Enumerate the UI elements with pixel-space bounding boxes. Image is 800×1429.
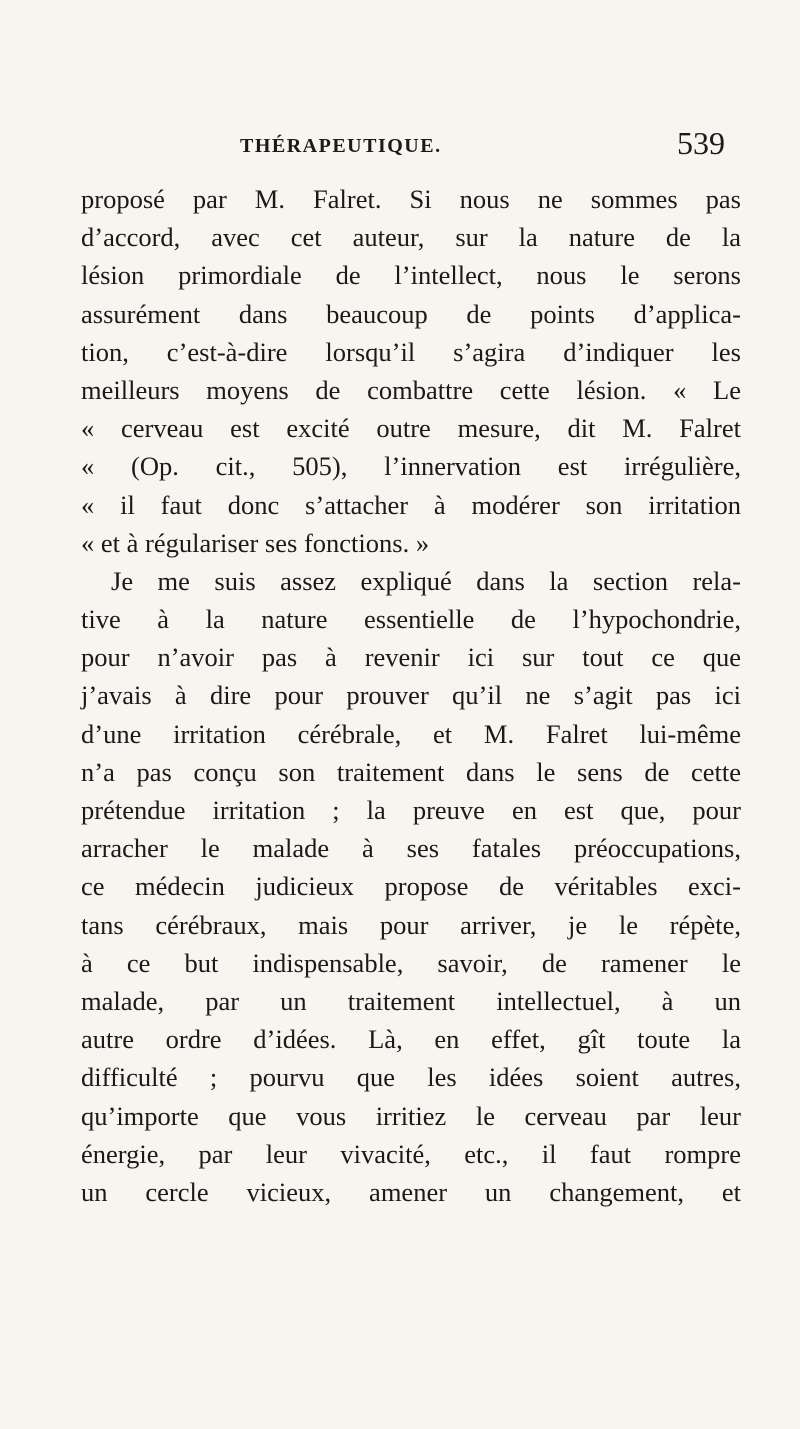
page-header	[0, 125, 800, 173]
text-line: meilleurs moyens de combattre cette lésion. « Le	[81, 374, 741, 405]
text-line: à ce but indispensable, savoir, de ramener le	[81, 947, 741, 978]
text-line: arracher le malade à ses fatales préoccupations,	[81, 833, 741, 864]
text-line: Je me suis assez expliqué dans la section rela-	[111, 565, 741, 596]
text-line: tion, c’est-à-dire lorsqu’il s’agira d’indiquer les	[81, 336, 741, 367]
text-line: « il faut donc s’attacher à modérer son irritation	[81, 489, 741, 520]
text-line: tive à la nature essentielle de l’hypochondrie,	[81, 604, 741, 635]
text-line: malade, par un traitement intellectuel, à un	[81, 985, 741, 1016]
text-line: ce médecin judicieux propose de véritables exci-	[81, 871, 741, 902]
text-line: assurément dans beaucoup de points d’applica-	[81, 298, 741, 329]
running-head: THÉRAPEUTIQUE.	[240, 135, 442, 157]
text-line: énergie, par leur vivacité, etc., il faut rompre	[81, 1138, 741, 1169]
text-line: difficulté ; pourvu que les idées soient autres,	[81, 1062, 741, 1093]
body-text	[81, 180, 741, 1211]
text-line: n’a pas conçu son traitement dans le sens de cette	[81, 756, 741, 787]
text-line: « et à régulariser ses fonctions. »	[81, 527, 430, 558]
text-line: j’avais à dire pour prouver qu’il ne s’agit pas ici	[81, 680, 741, 711]
text-line: « cerveau est excité outre mesure, dit M. Falret	[81, 413, 741, 444]
page-number: 539	[677, 125, 725, 161]
text-line: tans cérébraux, mais pour arriver, je le répète,	[81, 909, 741, 940]
text-line: un cercle vicieux, amener un changement, et	[81, 1176, 741, 1207]
text-line: proposé par M. Falret. Si nous ne sommes pas	[81, 184, 741, 214]
text-line: « (Op. cit., 505), l’innervation est irrégulière,	[81, 451, 741, 482]
text-line: qu’importe que vous irritiez le cerveau par leur	[81, 1100, 741, 1131]
text-line: d’accord, avec cet auteur, sur la nature de la	[81, 222, 741, 253]
text-line: autre ordre d’idées. Là, en effet, gît toute la	[81, 1024, 741, 1055]
text-line: pour n’avoir pas à revenir ici sur tout ce que	[81, 642, 741, 673]
text-line: prétendue irritation ; la preuve en est que, pour	[81, 795, 741, 825]
text-line: lésion primordiale de l’intellect, nous le serons	[81, 260, 741, 291]
text-line: d’une irritation cérébrale, et M. Falret lui-même	[81, 718, 741, 749]
